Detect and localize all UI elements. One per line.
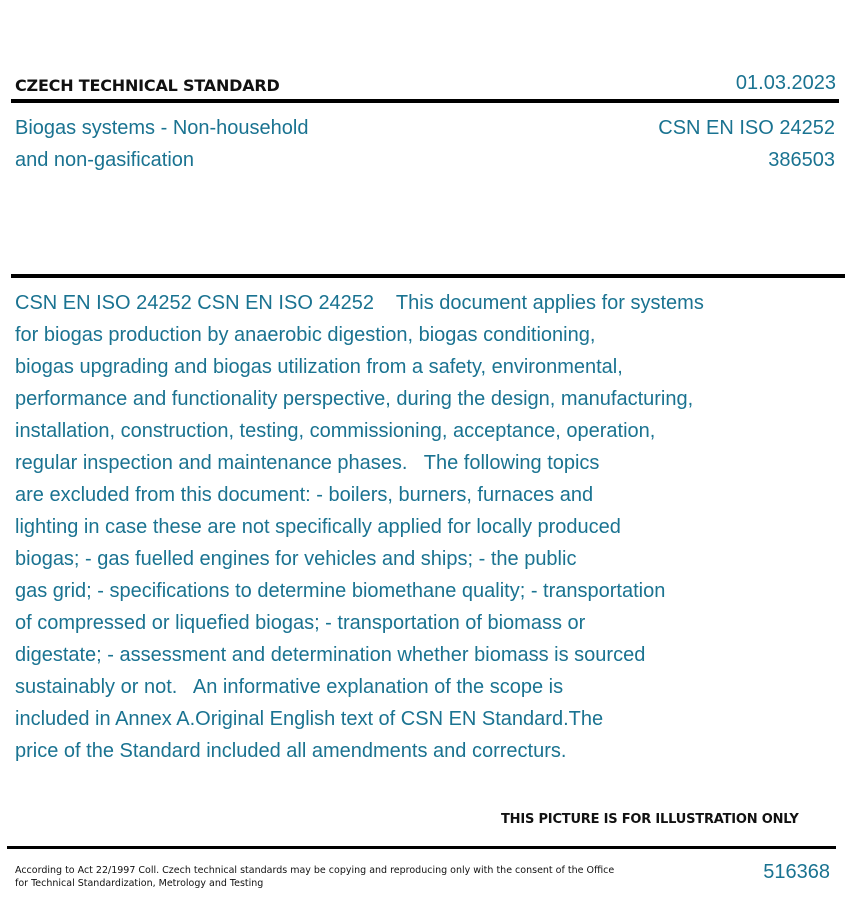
description-line: are excluded from this document: - boilers, burners, furnaces and: [15, 484, 594, 506]
description-line: gas grid; - specifications to determine biomethane quality; - transportation: [15, 580, 666, 602]
description-line: biogas upgrading and biogas utilization from a safety, environmental,: [15, 356, 623, 378]
illustration-disclaimer: THIS PICTURE IS FOR ILLUSTRATION ONLY: [501, 812, 799, 827]
standard-catalog-number: 386503: [768, 149, 835, 171]
description-line: installation, construction, testing, commissioning, acceptance, operation,: [15, 420, 656, 442]
footer-divider: [7, 846, 836, 849]
legal-notice-line: According to Act 22/1997 Coll. Czech technical standards may be copying and reproducing only with the consent of the Office: [15, 865, 615, 876]
description-line: digestate; - assessment and determination whether biomass is sourced: [15, 644, 646, 666]
standard-title-line-1: Biogas systems - Non-household: [15, 117, 309, 139]
standard-code: CSN EN ISO 24252: [658, 117, 835, 139]
document-id: 516368: [763, 861, 830, 883]
description-line: price of the Standard included all amendments and correcturs.: [15, 740, 567, 762]
description-line: of compressed or liquefied biogas; - transportation of biomass or: [15, 612, 586, 634]
description-line: included in Annex A.Original English text of CSN EN Standard.The: [15, 708, 604, 730]
title-divider: [11, 274, 845, 278]
description-line: performance and functionality perspective, during the design, manufacturing,: [15, 388, 694, 410]
standard-title-line-2: and non-gasification: [15, 149, 195, 171]
description-line: for biogas production by anaerobic digestion, biogas conditioning,: [15, 324, 596, 346]
description-line: CSN EN ISO 24252 CSN EN ISO 24252 This document applies for systems: [15, 292, 704, 314]
document-type-heading: CZECH TECHNICAL STANDARD: [15, 76, 280, 95]
publication-date: 01.03.2023: [735, 72, 836, 94]
legal-notice: [15, 864, 614, 890]
scope-description: [15, 290, 795, 770]
header-divider: [11, 99, 839, 103]
description-line: regular inspection and maintenance phases. The following topics: [15, 452, 600, 474]
description-line: lighting in case these are not specifically applied for locally produced: [15, 516, 621, 538]
legal-notice-line: for Technical Standardization, Metrology and Testing: [15, 878, 264, 889]
description-line: biogas; - gas fuelled engines for vehicles and ships; - the public: [15, 548, 577, 570]
description-line: sustainably or not. An informative explanation of the scope is: [15, 676, 564, 698]
